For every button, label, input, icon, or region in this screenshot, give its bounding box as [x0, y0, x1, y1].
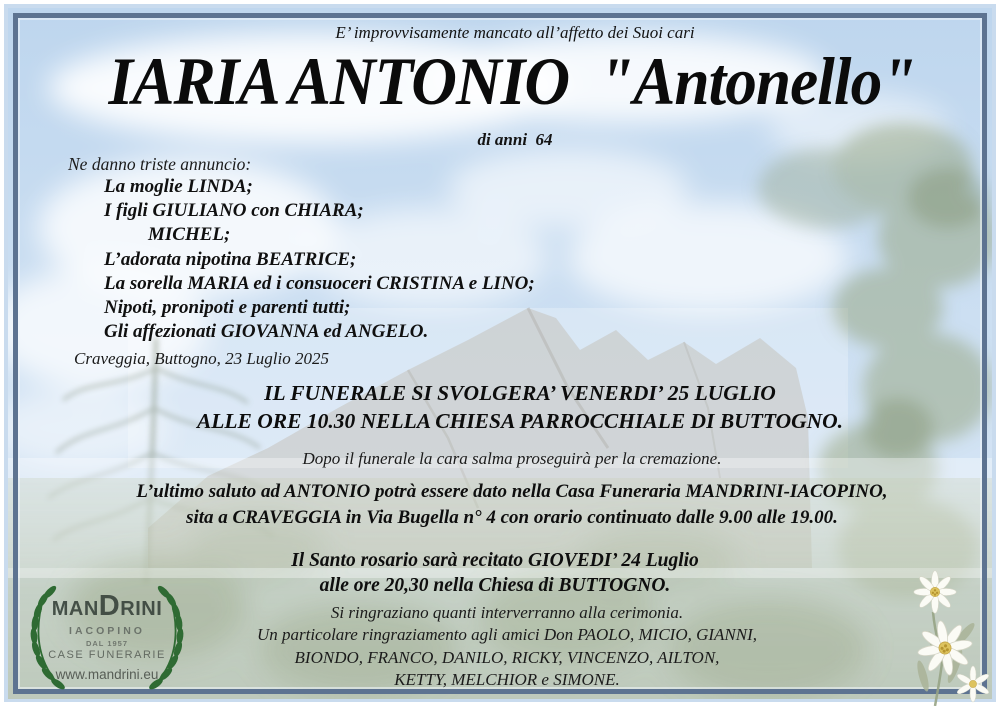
- family-list: [104, 175, 535, 344]
- family-member: La sorella MARIA ed i consuoceri CRISTINA e LINO;: [104, 272, 535, 294]
- rosary-line1: Il Santo rosario sarà recitato GIOVEDI’ 24 Luglio: [291, 550, 699, 571]
- logo-text: [28, 592, 186, 682]
- thanks-line1: Si ringraziano quanti interverranno alla cerimonia.: [330, 603, 684, 622]
- edelweiss-flower: [956, 666, 990, 702]
- intro-line: E’ improvvisamente mancato all’affetto dei Suoi cari: [335, 23, 695, 42]
- logo-big-letter: D: [98, 590, 121, 622]
- logo-website: www.mandrini.eu: [55, 667, 159, 682]
- logo-subname: IACOPINO: [69, 625, 145, 637]
- logo-name: MANDRINI: [51, 590, 163, 622]
- funeral-announcement: [38, 380, 1000, 436]
- family-member: MICHEL;: [148, 224, 231, 246]
- thanks-line2: Un particolare ringraziamento agli amici Don PAOLO, MICIO, GIANNI,: [256, 625, 758, 645]
- funeral-home-logo: [28, 584, 186, 700]
- funeral-line2: ALLE ORE 10.30 NELLA CHIESA PARROCCHIALE DI BUTTOGNO.: [196, 408, 844, 433]
- viewing-line1: L’ultimo saluto ad ANTONIO potrà essere dato nella Casa Funeraria MANDRINI-IACOPINO,: [136, 481, 888, 502]
- announcement-label: Ne danno triste annuncio:: [68, 154, 252, 174]
- edelweiss-flower: [914, 571, 957, 614]
- deceased-name: IARIA ANTONIO "Antonello": [108, 43, 916, 119]
- logo-tagline: CASE FUNERARIE: [48, 649, 166, 661]
- family-member: Gli affezionati GIOVANNA ed ANGELO.: [104, 321, 429, 343]
- thanks-line4: KETTY, MELCHIOR e SIMONE.: [394, 669, 620, 689]
- family-member: La moglie LINDA;: [104, 176, 253, 197]
- funeral-home-visit-info: [30, 479, 994, 530]
- rosary-line2: alle ore 20,30 nella Chiesa di BUTTOGNO.: [319, 575, 671, 597]
- edelweiss-flowers-icon: [883, 554, 995, 706]
- age-line: di anni 64: [477, 130, 553, 149]
- poster-content: [18, 18, 982, 689]
- family-member: I figli GIULIANO con CHIARA;: [104, 200, 364, 222]
- thanks-line3: BIONDO, FRANCO, DANILO, RICKY, VINCENZO, AILTON,: [294, 647, 720, 667]
- funeral-line1: IL FUNERALE SI SVOLGERA’ VENERDI’ 25 LUGLIO: [264, 381, 776, 405]
- family-member: Nipoti, pronipoti e parenti tutti;: [104, 297, 351, 319]
- logo-since: DAL 1957: [85, 638, 129, 648]
- cremation-note: Dopo il funerale la cara salma proseguirà per la cremazione.: [302, 449, 722, 468]
- dateline: Craveggia, Buttogno, 23 Luglio 2025: [74, 349, 329, 368]
- family-member: L’adorata nipotina BEATRICE;: [104, 248, 357, 270]
- viewing-line2: sita a CRAVEGGIA in Via Bugella n° 4 con orario continuato dalle 9.00 alle 19.00.: [186, 506, 838, 528]
